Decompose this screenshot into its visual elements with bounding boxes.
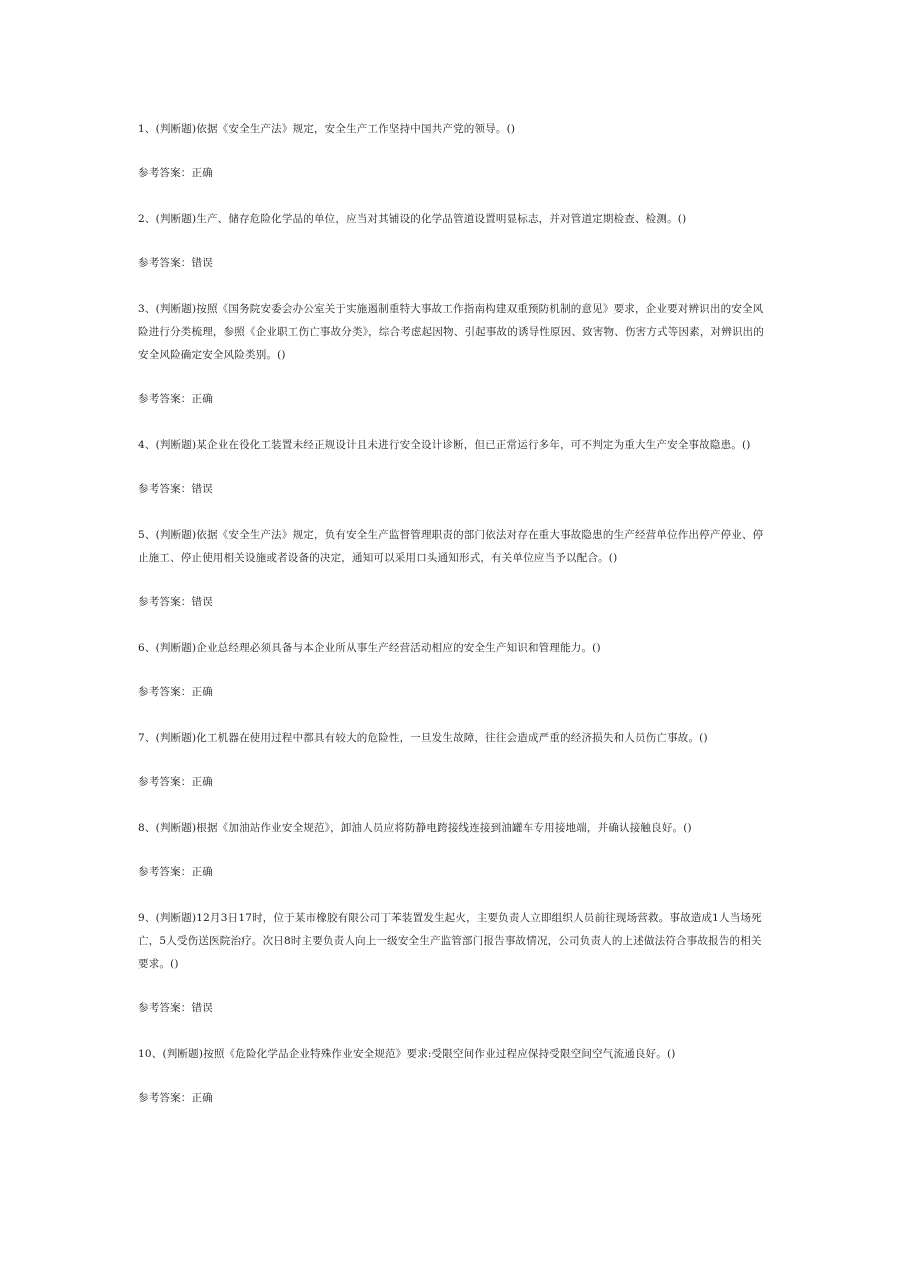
answer-label: 参考答案： xyxy=(138,596,192,608)
question-6: 6、(判断题)企业总经理必须具备与本企业所从事生产经营活动相应的安全生产知识和管理能力。() xyxy=(138,642,601,654)
answer-label: 参考答案： xyxy=(138,776,192,788)
question-10: 10、(判断题)按照《危险化学品企业特殊作业安全规范》要求:受限空间作业过程应保持受限空间空气流通良好。() xyxy=(138,1048,676,1060)
answer-label: 参考答案： xyxy=(138,1092,192,1104)
answer-10 xyxy=(138,1090,772,1106)
question-7: 7、(判断题)化工机器在使用过程中都具有较大的危险性，一旦发生故障，往往会造成严重的经济损失和人员伤亡事故。() xyxy=(138,732,708,744)
answer-2 xyxy=(138,255,772,271)
answer-value: 正确 xyxy=(191,866,213,878)
answer-value: 错误 xyxy=(191,596,213,608)
answer-5 xyxy=(138,594,772,610)
answer-3 xyxy=(138,391,772,407)
answer-8 xyxy=(138,864,772,880)
answer-value: 错误 xyxy=(191,257,213,269)
answer-1 xyxy=(138,165,772,181)
question-9: 9、(判断题)12月3日17时，位于某市橡胶有限公司丁苯装置发生起火，主要负责人立即组织人员前往现场营救。事故造成1人当场死亡，5人受伤送医院治疗。次日8时主要负责人向上一级安全生产监管部门报告事故情况，公司负责人的上述做法符合事故报告的相关要求。() xyxy=(138,912,762,970)
answer-value: 错误 xyxy=(191,483,213,495)
answer-label: 参考答案： xyxy=(138,686,192,698)
answer-value: 正确 xyxy=(191,393,213,405)
answer-label: 参考答案： xyxy=(138,257,192,269)
question-5: 5、(判断题)依据《安全生产法》规定，负有安全生产监督管理职责的部门依法对存在重大事故隐患的生产经营单位作出停产停业、停止施工、停止使用相关设施或者设备的决定，通知可以采用口头通知形式，有关单位应当予以配合。() xyxy=(138,529,764,564)
answer-value: 正确 xyxy=(191,686,213,698)
question-1: 1、(判断题)依据《安全生产法》规定，安全生产工作坚持中国共产党的领导。() xyxy=(138,123,516,135)
answer-9 xyxy=(138,1000,772,1016)
question-4: 4、(判断题)某企业在役化工装置未经正规设计且未进行安全设计诊断，但已正常运行多年，可不判定为重大生产安全事故隐患。() xyxy=(138,439,751,451)
question-list xyxy=(138,118,772,1106)
answer-value: 正确 xyxy=(191,776,213,788)
question-8: 8、(判断题)根据《加油站作业安全规范》，卸油人员应将防静电跨接线连接到油罐车专用接地端，并确认接触良好。() xyxy=(138,822,692,834)
answer-value: 正确 xyxy=(191,167,213,179)
question-2: 2、(判断题)生产、储存危险化学品的单位，应当对其铺设的化学品管道设置明显标志，并对管道定期检查、检测。() xyxy=(138,213,687,225)
answer-label: 参考答案： xyxy=(138,483,192,495)
answer-label: 参考答案： xyxy=(138,167,192,179)
answer-4 xyxy=(138,481,772,497)
answer-7 xyxy=(138,774,772,790)
answer-label: 参考答案： xyxy=(138,1002,192,1014)
answer-value: 正确 xyxy=(191,1092,213,1104)
answer-label: 参考答案： xyxy=(138,393,192,405)
answer-label: 参考答案： xyxy=(138,866,192,878)
answer-value: 错误 xyxy=(191,1002,213,1014)
answer-6 xyxy=(138,684,772,700)
question-3: 3、(判断题)按照《国务院安委会办公室关于实施遏制重特大事故工作指南构建双重预防机制的意见》要求，企业要对辨识出的安全风险进行分类梳理，参照《企业职工伤亡事故分类》，综合考虑起因物、引起事故的诱导性原因、致害物、伤害方式等因素，对辨识出的安全风险确定安全风险类别。() xyxy=(138,303,765,361)
